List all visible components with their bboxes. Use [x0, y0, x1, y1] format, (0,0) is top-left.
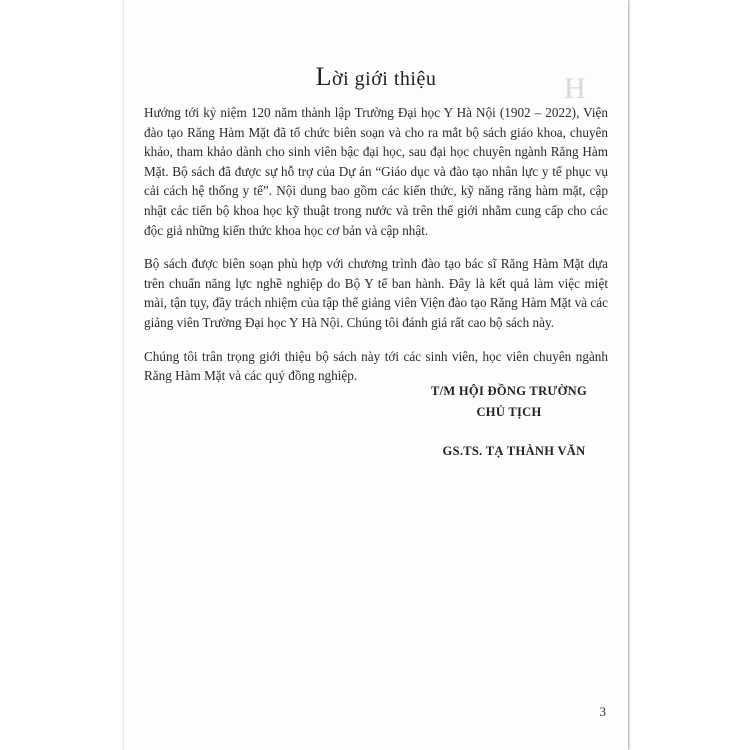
page-title	[124, 62, 628, 92]
show-through-mark: H	[564, 72, 586, 105]
paragraph-3: Chúng tôi trân trọng giới thiệu bộ sách này tới các sinh viên, học viên chuyên ngành Răng Hàm Mặt và các quý đồng nghiệp.	[144, 348, 608, 384]
page-number: 3	[599, 704, 606, 719]
body-text	[144, 103, 608, 400]
signature-name: GS.TS. TẠ THÀNH VĂN	[442, 444, 586, 458]
paragraph-2: Bộ sách được biên soạn phù hợp với chương trình đào tạo bác sĩ Răng Hàm Mặt dựa trên chuẩn năng lực nghề nghiệp do Bộ Y tế ban hành. Đây là kết quả làm việc miệt mài, tận tụy, đầy trách nhiệm của tập thể giảng viên Viện đào tạo Răng Hàm Mặt và các giảng viên Trường Đại học Y Hà Nội. Chúng tôi đánh giá rất cao bộ sách này.	[144, 256, 608, 330]
signature-org: T/M HỘI ĐỒNG TRƯỜNG	[430, 384, 588, 398]
title-rest: ời giới thiệu	[332, 68, 437, 90]
book-page	[124, 0, 628, 750]
title-initial: L	[315, 62, 333, 91]
paragraph-1: Hướng tới kỷ niệm 120 năm thành lập Trường Đại học Y Hà Nội (1902 – 2022), Viện đào tạo Răng Hàm Mặt đã tổ chức biên soạn và cho ra mắt bộ sách giáo khoa, chuyên khảo, tham khảo dành cho sinh viên bậc đại học, sau đại học chuyên ngành Răng Hàm Mặt. Bộ sách đã được sự hỗ trợ của Dự án “Giáo dục và đào tạo nhân lực y tế phục vụ cải cách hệ thống y tế”. Nội dung bao gồm các kiến thức, kỹ năng răng hàm mặt, cập nhật các tiến bộ khoa học kỹ thuật trong nước và trên thế giới nhằm cung cấp cho các độc giả những kiến thức khoa học cơ bản và cập nhật.	[144, 105, 608, 238]
signature-role: CHỦ TỊCH	[476, 405, 542, 419]
